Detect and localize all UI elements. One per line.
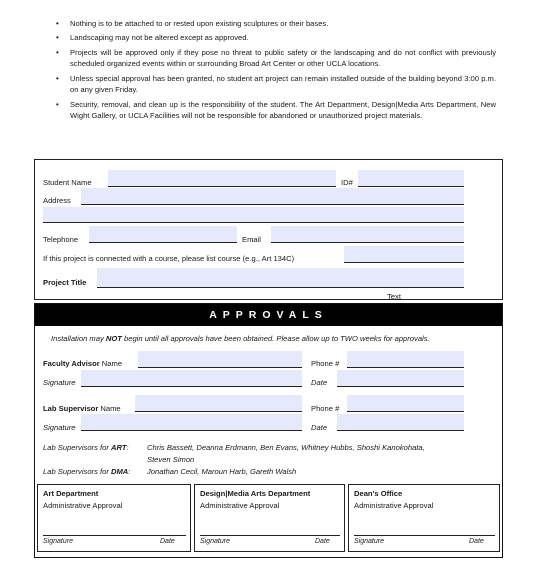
faculty-signature-field[interactable]	[81, 370, 302, 387]
project-title-field[interactable]	[97, 268, 464, 288]
text-label: Text	[387, 292, 401, 301]
lab-supervisor-label: Lab Supervisor Name	[43, 404, 121, 413]
art-dept-signature-label: Signature	[43, 538, 73, 545]
rule-item: • Unless special approval has been granted, no student art project can remain installed outside of the building beyond 3:00 p.m. on any given Friday.	[56, 73, 496, 95]
student-id-label: ID#	[341, 178, 353, 187]
lab-date-label: Date	[311, 423, 328, 432]
art-dept-subtitle: Administrative Approval	[43, 501, 123, 510]
faculty-phone-label: Phone #	[311, 359, 340, 368]
art-dept-title: Art Department	[43, 489, 99, 498]
rule-item: • Nothing is to be attached to or rested upon existing sculptures or their bases.	[56, 19, 329, 28]
approvals-notice: Installation may NOT begin until all approvals have been obtained. Please allow up to TWO weeks for approvals.	[51, 334, 430, 343]
lab-signature-field[interactable]	[81, 414, 302, 431]
art-supervisors-names: Chris Bassett, Deanna Erdmann, Ben Evans, Whitney Hubbs, Shoshi Kanokohata,	[147, 443, 425, 452]
approvals-section	[34, 303, 503, 558]
deans-office-signature-line[interactable]	[354, 535, 495, 536]
faculty-advisor-label: Faculty Advisor Name	[43, 359, 123, 368]
address-field-line2[interactable]	[43, 207, 464, 223]
email-field[interactable]	[271, 226, 464, 243]
lab-phone-field[interactable]	[347, 395, 464, 412]
bullet-icon: •	[56, 73, 59, 83]
course-label: If this project is connected with a course, please list course (e.g., Art 134C)	[43, 254, 295, 263]
lab-phone-label: Phone #	[311, 404, 340, 413]
art-supervisors-label: Lab Supervisors for ART:	[43, 443, 129, 452]
course-field[interactable]	[344, 246, 464, 263]
deans-office-approval-cell	[348, 484, 500, 552]
telephone-field[interactable]	[89, 226, 237, 243]
dma-dept-approval-cell	[194, 484, 345, 552]
faculty-date-field[interactable]	[337, 370, 464, 387]
student-info-section	[34, 159, 503, 300]
telephone-label: Telephone	[43, 235, 79, 244]
art-dept-signature-line[interactable]	[43, 535, 186, 536]
art-dept-approval-cell	[37, 484, 191, 552]
dma-supervisors-label: Lab Supervisors for DMA:	[43, 467, 131, 476]
rule-item: • Projects will be approved only if they pose no threat to public safety or the landscaping and do not conflict with previously scheduled organized events within or surrounding Broad Art Center or other UCLA locations.	[56, 47, 496, 69]
bullet-icon: •	[56, 19, 59, 28]
art-dept-date-label: Date	[160, 538, 175, 545]
address-label: Address	[43, 196, 71, 205]
rule-item: • Landscaping may not be altered except as approved.	[56, 33, 249, 43]
bullet-icon: •	[56, 33, 59, 43]
address-field[interactable]	[81, 188, 464, 205]
email-label: Email	[242, 235, 261, 244]
project-title-label: Project Title	[43, 278, 87, 287]
bullet-icon: •	[56, 99, 59, 109]
dma-dept-date-label: Date	[315, 538, 330, 545]
dma-supervisors-names: Jonathan Cecil, Maroun Harb, Gareth Walsh	[147, 467, 297, 476]
faculty-advisor-name-field[interactable]	[138, 351, 302, 368]
art-supervisors-names-cont: Steven Simon	[147, 455, 195, 464]
faculty-signature-label: Signature	[43, 378, 76, 387]
faculty-date-label: Date	[311, 378, 328, 387]
student-name-field[interactable]	[108, 170, 336, 187]
bullet-icon: •	[56, 47, 59, 57]
deans-office-subtitle: Administrative Approval	[354, 501, 434, 510]
faculty-phone-field[interactable]	[347, 351, 464, 368]
approvals-header: APPROVALS	[35, 304, 502, 326]
rules-list	[56, 18, 496, 125]
dma-dept-signature-label: Signature	[200, 538, 230, 545]
student-name-label: Student Name	[43, 178, 92, 187]
lab-date-field[interactable]	[337, 414, 464, 431]
deans-office-title: Dean's Office	[354, 489, 403, 498]
rule-item: • Security, removal, and clean up is the responsibility of the student. The Art Department, Design|Media Arts Department, New Wight Gallery, or UCLA Facilities will not be responsible for abandoned or unauthorized project materials.	[56, 99, 496, 121]
deans-office-date-label: Date	[469, 538, 484, 545]
student-id-field[interactable]	[358, 170, 464, 187]
deans-office-signature-label: Signature	[354, 538, 384, 545]
lab-signature-label: Signature	[43, 423, 76, 432]
dma-dept-subtitle: Administrative Approval	[200, 501, 280, 510]
dma-dept-title: Design|Media Arts Department	[200, 489, 311, 498]
lab-supervisor-name-field[interactable]	[135, 395, 302, 412]
dma-dept-signature-line[interactable]	[200, 535, 340, 536]
